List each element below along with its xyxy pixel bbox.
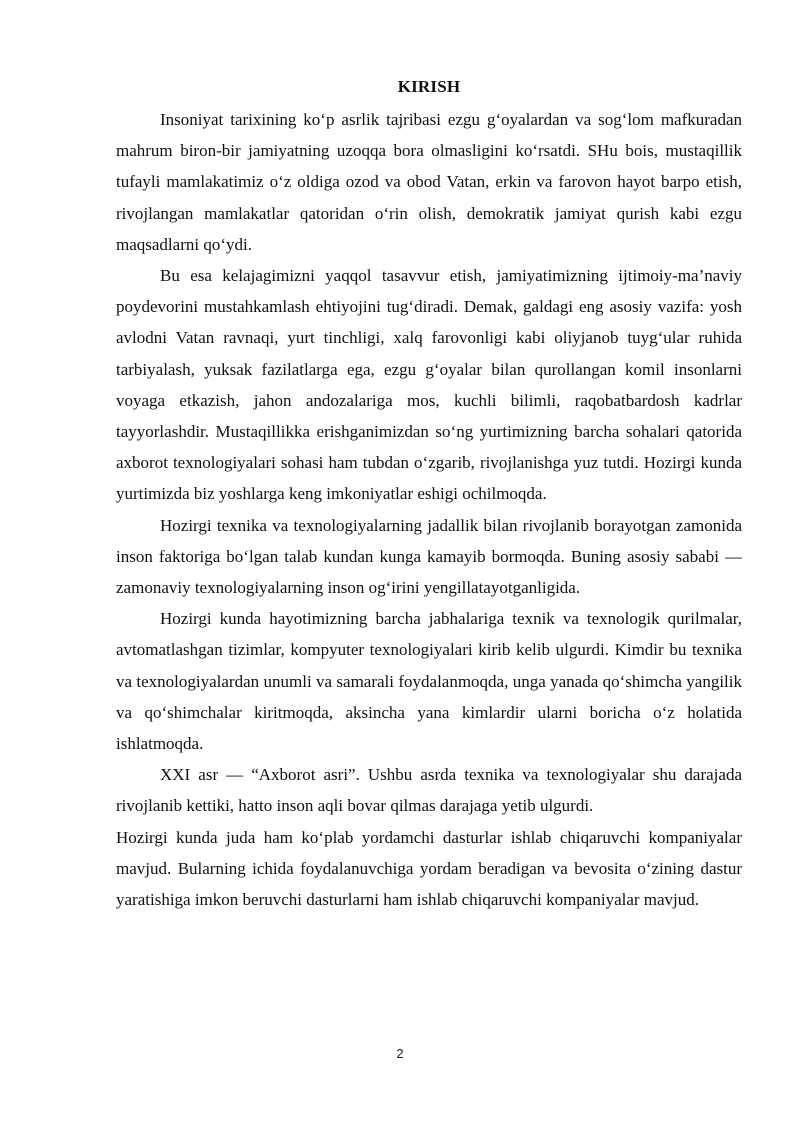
paragraph-5: XXI asr — “Axborot asri”. Ushbu asrda texnika va texnologiyalar shu darajada rivojlanib kettiki, hatto inson aqli bovar qilmas darajaga yetib ulgurdi. — [116, 765, 742, 816]
paragraph-3: Hozirgi texnika va texnologiyalarning jadallik bilan rivojlanib borayotgan zamonida inson faktoriga bo‘lgan talab kundan kunga kamayib bormoqda. Buning asosiy sababi — zamonaviy texnologiyalarning inson og‘irini yengillatayotganligida. — [116, 515, 742, 598]
document-page — [116, 76, 742, 915]
paragraph-1: Insoniyat tarixining ko‘p asrlik tajribasi ezgu g‘oyalardan va sog‘lom mafkuradan mahrum biron-bir jamiyatning uzoqqa bora olmasligini ko‘rsatdi. SHu bois, mustaqillik tufayli mamlakatimiz o‘z oldiga ozod va obod Vatan, erkin va farovon hayot barpo etish, rivojlangan mamlakatlar qatoridan o‘rin olish, demokratik jamiyat qurish kabi ezgu maqsadlarni qo‘ydi. — [116, 110, 742, 254]
paragraph-6: Hozirgi kunda juda ham ko‘plab yordamchi dasturlar ishlab chiqaruvchi kompaniyalar mavjud. Bularning ichida foydalanuvchiga yordam beradigan va bevosita o‘zining dastur yaratishiga imkon beruvchi dasturlarni ham ishlab chiqaruvchi kompaniyalar mavjud. — [116, 827, 742, 910]
paragraph-4: Hozirgi kunda hayotimizning barcha jabhalariga texnik va texnologik qurilmalar, avtomatlashgan tizimlar, kompyuter texnologiyalari kirib kelib ulgurdi. Kimdir bu texnika va texnologiyalardan unumli va samarali foydalanmoqda, unga yanada qo‘shimcha yangilik va qo‘shimchalar kiritmoqda, aksincha yana kimlardir ularni boricha o‘z holatida ishlatmoqda. — [116, 609, 742, 754]
paragraph-2: Bu esa kelajagimizni yaqqol tasavvur etish, jamiyatimizning ijtimoiy-ma’naviy poydevorini mustahkamlash ehtiyojini tug‘diradi. Demak, galdagi eng asosiy vazifa: yosh avlodni Vatan ravnaqi, yurt tinchligi, xalq farovonligi kabi oliyjanob tuyg‘ular ruhida tarbiyalash, yuksak fazilatlarga ega, ezgu g‘oyalar bilan qurollangan komil insonlarni voyaga etkazish, jahon andozalariga mos, kuchli bilimli, raqobatbardosh kadrlar tayyorlashdir. Mustaqillikka erishganimizdan so‘ng yurtimizning barcha sohalari qatorida axborot texnologiyalari sohasi ham tubdan o‘zgarib, rivojlanishga yuz tutdi. Hozirgi kunda yurtimizda biz yoshlarga keng imkoniyatlar eshigi ochilmoqda. — [116, 266, 742, 504]
page-number: 2 — [396, 1046, 404, 1061]
section-title: KIRISH — [397, 77, 461, 96]
